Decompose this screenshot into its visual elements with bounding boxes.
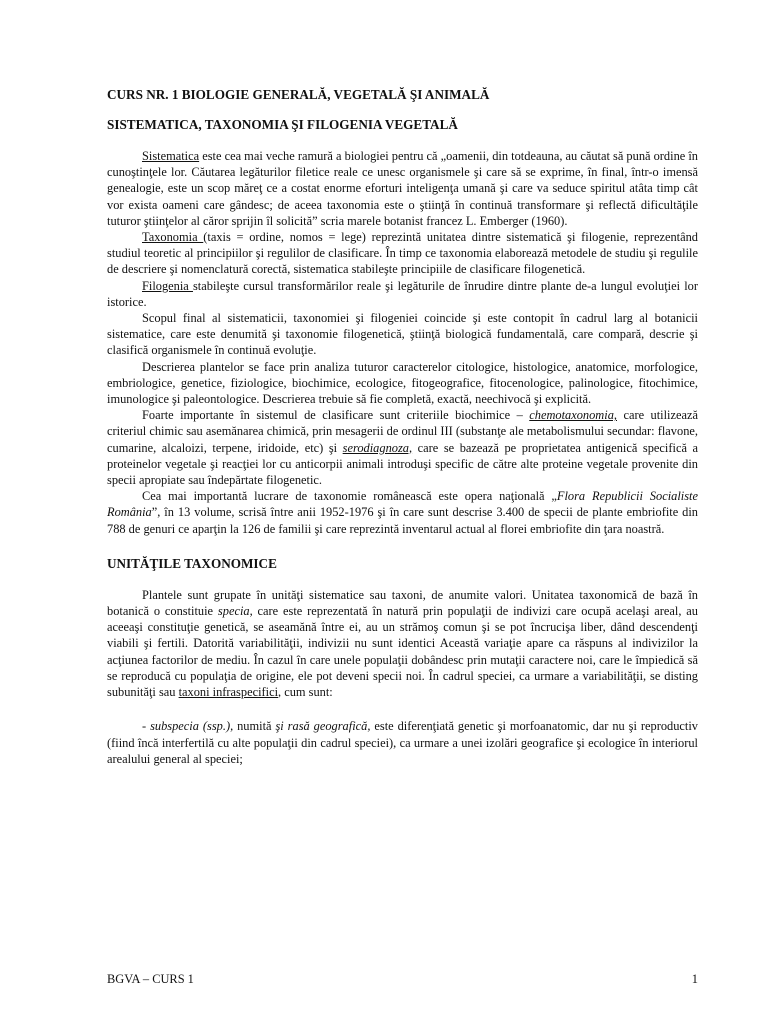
term-filogenia: Filogenia: [142, 278, 193, 293]
paragraph-text: -: [142, 719, 151, 734]
paragraph-criterii-biochimice: [107, 407, 698, 488]
paragraph-text: ”, în 13 volume, scrisă între anii 1952-1976 şi în care sunt descrise 3.400 de specii de plante embriofite din 788 de genuri ce aparţin la 126 de familii şi care reprezintă inventarul actual al florei embriofite din ţara noastră.: [107, 505, 698, 536]
paragraph-subspecia: [107, 718, 698, 767]
term-subspecia: subspecia (ssp.),: [150, 719, 234, 734]
term-sistematica: Sistematica: [142, 149, 200, 163]
section-heading-sistematica: SISTEMATICA, TAXONOMIA ŞI FILOGENIA VEGETALĂ: [107, 117, 458, 132]
paragraph-text: , cum sunt:: [278, 685, 333, 700]
paragraph-scopul: [107, 310, 698, 359]
spacer: [107, 700, 698, 718]
paragraph-text: (taxis = ordine, nomos = lege) reprezintă unitatea dintre sistematică şi filogenie, reprezentând studiul teoretic al principiilor şi regulilor de clasificare. În timp ce taxonomia elaborează metodele de studiu şi regulile de descriere şi nomenclatură corectă, sistematica stabileşte principiile de clasificare filogenetică.: [107, 230, 698, 277]
term-taxonomia: Taxonomia: [142, 230, 204, 245]
term-flora: Flora Republicii Socialiste România: [107, 489, 698, 520]
spacer: [107, 537, 698, 555]
paragraph-text: numită: [233, 719, 276, 734]
paragraph-text: Plantele sunt grupate în unităţi sistematice sau taxoni, de anumite valori. Unitatea taxonomică de bază în botanică o constituie: [107, 587, 698, 619]
document-body-2: [107, 587, 698, 767]
paragraph-text: care se bazează pe proprietatea antigenică specifică a proteinelor vegetale şi reacţiei lor cu anticorpii animali introduşi specific de către alte proteine vegetale provenite din specii apropiate sau îndepărtate filogenetic.: [107, 440, 699, 488]
page-number: 1: [691, 972, 698, 986]
paragraph-text: Cea mai importantă lucrare de taxonomie românească este opera naţională „: [142, 489, 557, 504]
paragraph-text: care este reprezentată în natură prin populaţii de indivizi care ocupă acelaşi areal, au aceeaşi constituţie genetică, se aseamănă între ei, au un strămoş comun şi se pot încrucişa liber, dând descendenţi viabili şi fertili. Datorită variabilităţii, indivizii nu sunt identici Această variaţie apare ca răspuns al indivizilor la acţiunea factorilor de mediu. În cazul în care unele populaţii dobândesc prin mutaţii caractere noi, care le împiedică să se reproducă cu populaţia de origine, ele pot deveni specii noi. În cadrul speciei, ca urmare a variabilităţii, se disting subunităţi sau: [107, 604, 699, 700]
term-rasa-geografica: şi rasă geografică,: [275, 719, 371, 734]
term-specia: specia,: [217, 604, 253, 619]
paragraph-text: care utilizează criteriul chimic sau asemănarea chimică, prin mesagerii de ordinul III (substanţe ale metabolismului secundar: flavone, cumarine, alcaloizi, terpene, iridoide, etc) şi: [107, 408, 698, 455]
page-footer: [107, 972, 698, 987]
paragraph-flora: [107, 488, 698, 537]
paragraph-text: este diferenţiată genetic şi morfoanatomic, dar nu şi reproductiv (fiind încă interfertilă cu alte populaţii din cadrul speciei), ca urmare a unei izolări geografice şi ecologice în interiorul arealului general al speciei;: [107, 719, 698, 766]
section-heading-unitati: UNITĂŢILE TAXONOMICE: [107, 555, 277, 571]
paragraph-descrierea: [107, 359, 698, 408]
document-body: [107, 148, 698, 537]
paragraph-text: Descrierea plantelor se face prin analiza tuturor caracterelor citologice, histologice, anatomice, morfologice, embriologice, genetice, fiziologice, biochimice, ecologice, fitogeografice, fitocenologice, palinologice, fitochimice, imunologice şi paleontologice. Descrierea trebuie să fie completă, exactă, neechivocă şi explicită.: [107, 359, 698, 407]
paragraph-text: Foarte importante în sistemul de clasificare sunt criteriile biochimice –: [142, 408, 530, 423]
paragraph-text: Scopul final al sistematicii, taxonomiei şi filogeniei coincide şi este contopit în cadrul larg al botanicii sistematice, care este denumită şi taxonomie filogenetică, ştiinţă biologică fundamentală, care compară, descrie şi clasifică organismele în continuă evoluţie.: [107, 311, 698, 358]
paragraph-filogenia: [107, 278, 698, 310]
footer-course-label: BGVA – CURS 1: [107, 972, 194, 986]
paragraph-unitati: [107, 587, 698, 700]
term-serodiagnoza: serodiagnoza,: [342, 440, 413, 455]
paragraph-taxonomia: [107, 229, 698, 278]
paragraph-text: este cea mai veche ramură a biologiei pentru că „oamenii, din totdeauna, au căutat să pună ordine în cunoştinţele lor. Căutarea legăturilor filetice reale ce unesc organismele şi care să se exprime, în final, într-o imensă genealogie, este un scop măreţ ce a costat enorme eforturi inteligenţa umană şi care va seduce spiritul atâta timp cât vor exista oameni care gândesc; de aceea taxonomia este o ştiinţă în continuă transformare şi reflectă dificultăţile tuturor ştiinţelor al căror sprijin îl solicită” scria marele botanist francez L. Emberger (1960).: [107, 149, 698, 228]
document-title: CURS NR. 1 BIOLOGIE GENERALĂ, VEGETALĂ ŞI ANIMALĂ: [107, 87, 490, 102]
paragraph-text: stabileşte cursul transformărilor reale şi legăturile de înrudire dintre plante de-a lungul evoluţiei lor istorice.: [107, 278, 698, 309]
term-chemotaxonomia: chemotaxonomia,: [529, 408, 617, 423]
paragraph-sistematica: [107, 148, 698, 229]
term-taxoni-infraspecifici: taxoni infraspecifici: [178, 685, 279, 700]
